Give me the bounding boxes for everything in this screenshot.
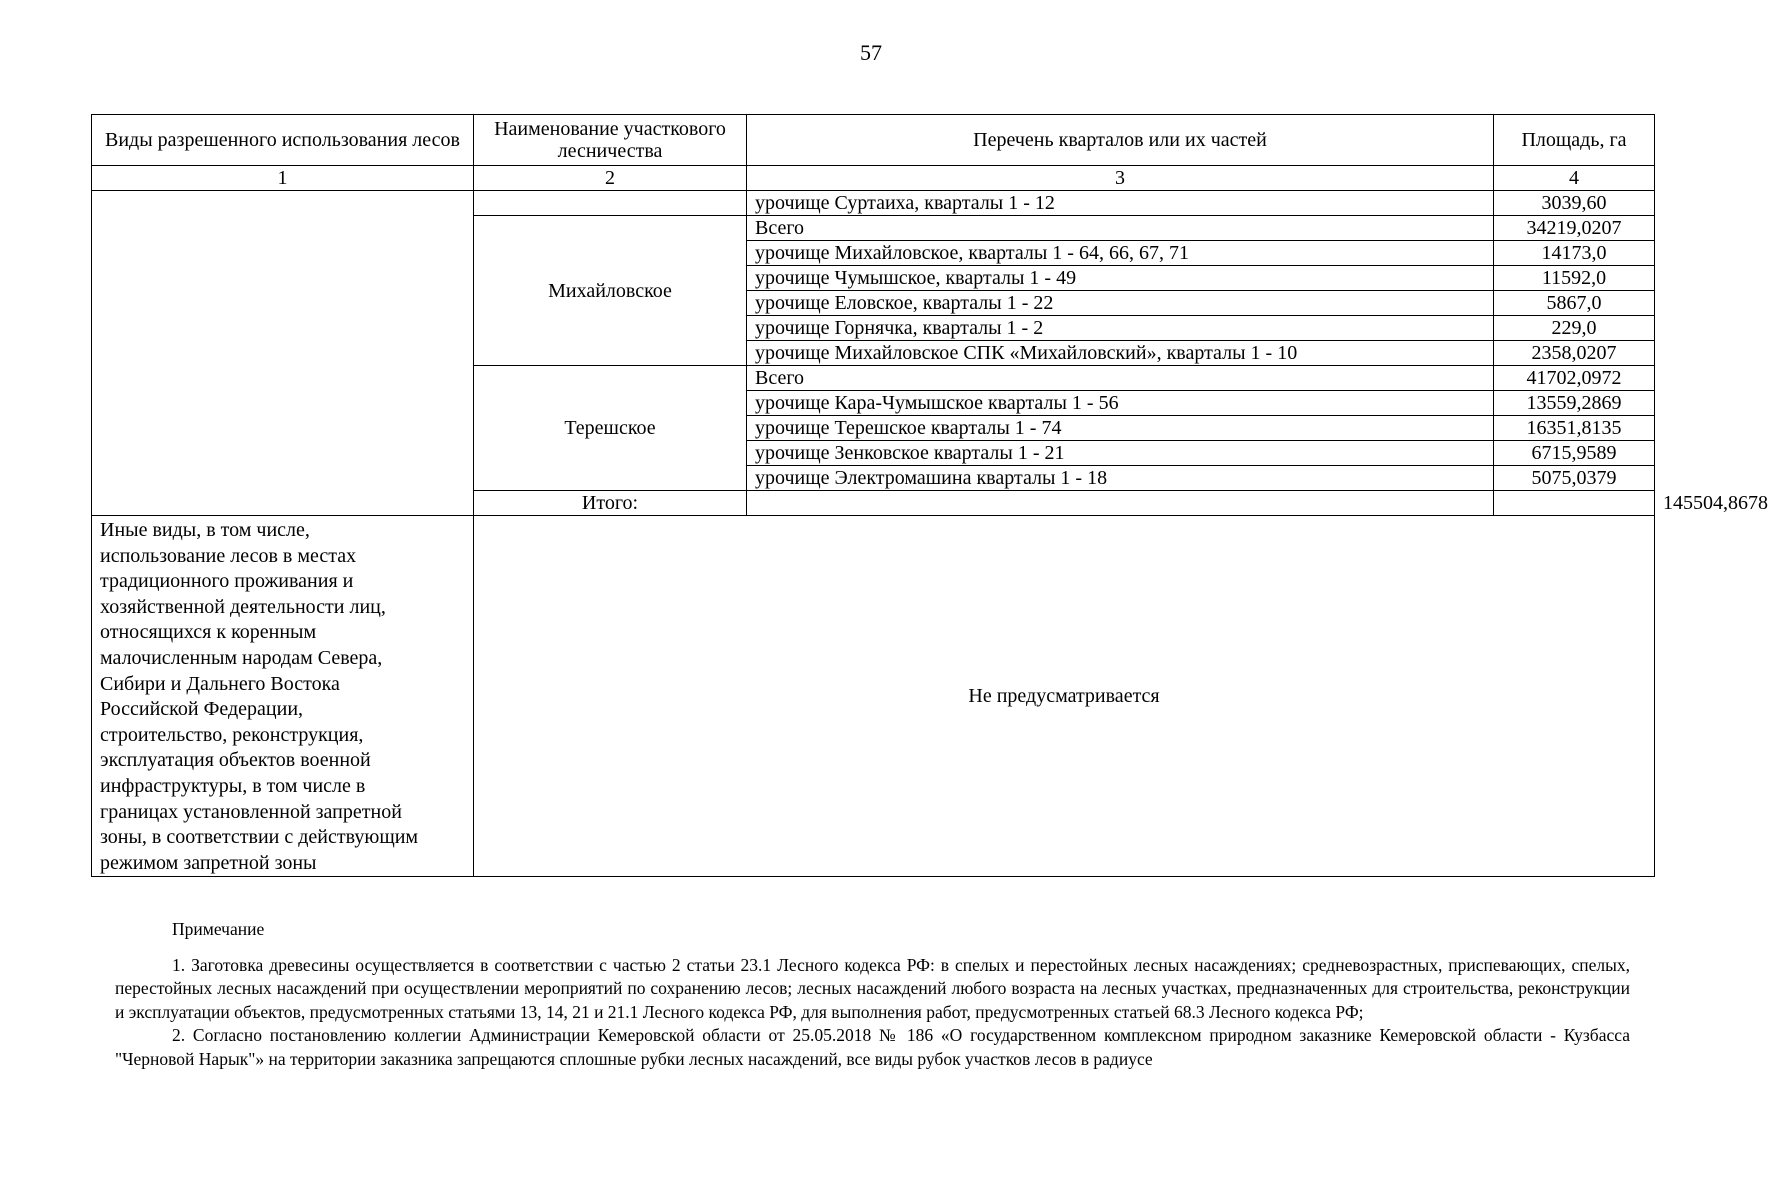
other-uses-line: относящихся к коренным (100, 621, 317, 644)
page-number: 57 (860, 40, 882, 65)
notes-section (115, 918, 1630, 1071)
column-number: 1 (92, 166, 474, 191)
tract-cell: урочище Еловское, кварталы 1 - 22 (747, 291, 1494, 316)
other-uses-line: Иные виды, в том числе, (100, 519, 310, 541)
column-number: 4 (1494, 166, 1655, 191)
notes-title: Примечание (172, 919, 265, 939)
tract-cell: урочище Чумышское, кварталы 1 - 49 (747, 266, 1494, 291)
area-cell: 5075,0379 (1494, 466, 1655, 491)
header-use-type: Виды разрешенного использования лесов (92, 115, 474, 166)
other-uses-row (92, 516, 1655, 877)
total-label: Итого: (474, 491, 747, 516)
area-cell: 2358,0207 (1494, 341, 1655, 366)
area-cell: 16351,8135 (1494, 416, 1655, 441)
total-tract-empty (1494, 491, 1655, 516)
area-cell: 41702,0972 (1494, 366, 1655, 391)
other-uses-line: режимом запретной зоны (100, 851, 317, 874)
other-uses-line: зоны, в соответствии с действующим (100, 826, 419, 849)
district-tereshskoe: Терешское (474, 366, 747, 491)
district-mikhailovskoe: Михайловское (474, 216, 747, 366)
tract-cell: урочище Электромашина кварталы 1 - 18 (747, 466, 1494, 491)
tract-cell: урочище Кара-Чумышское кварталы 1 - 56 (747, 391, 1494, 416)
column-number: 3 (747, 166, 1494, 191)
total-district-empty (747, 491, 1494, 516)
tract-cell: урочище Суртаиха, кварталы 1 - 12 (747, 191, 1494, 216)
tract-cell: Всего (747, 216, 1494, 241)
other-uses-line: границах установленной запретной (100, 800, 402, 823)
other-uses-line: Сибири и Дальнего Востока (100, 672, 340, 695)
other-uses-line: традиционного проживания и (100, 570, 354, 593)
other-uses-line: эксплуатация объектов военной (100, 749, 371, 772)
area-cell: 229,0 (1494, 316, 1655, 341)
area-cell: 6715,9589 (1494, 441, 1655, 466)
other-uses-line: использование лесов в местах (100, 544, 357, 567)
table-header-row (92, 115, 1655, 166)
area-cell: 34219,0207 (1494, 216, 1655, 241)
other-uses-line: Российской Федерации, (100, 698, 304, 721)
area-cell: 5867,0 (1494, 291, 1655, 316)
area-cell: 13559,2869 (1494, 391, 1655, 416)
use-type-cell-empty (92, 191, 474, 516)
other-uses-line: хозяйственной деятельности лиц, (100, 595, 386, 618)
header-quarters: Перечень кварталов или их частей (747, 115, 1494, 166)
note-item: 2. Согласно постановлению коллегии Администрации Кемеровской области от 25.05.2018 № 186 «О государственном комплексном природном заказнике Кемеровской области - Кузбасса "Черновой Нарык"» на территории заказника запрещаются сплошные рубки лесных насаждений, все виды рубок участков лесов в радиусе (115, 1025, 1630, 1069)
tract-cell: урочище Терешское кварталы 1 - 74 (747, 416, 1494, 441)
tract-cell: Всего (747, 366, 1494, 391)
column-number: 2 (474, 166, 747, 191)
area-cell: 3039,60 (1494, 191, 1655, 216)
tract-cell: урочище Горнячка, кварталы 1 - 2 (747, 316, 1494, 341)
area-cell: 11592,0 (1494, 266, 1655, 291)
tract-cell: урочище Зенковское кварталы 1 - 21 (747, 441, 1494, 466)
header-district: Наименование участкового лесничества (474, 115, 747, 166)
other-uses-line: малочисленным народам Севера, (100, 646, 383, 669)
tract-cell: урочище Михайловское, кварталы 1 - 64, 66, 67, 71 (747, 241, 1494, 266)
other-uses-description (92, 516, 474, 877)
other-uses-line: строительство, реконструкция, (100, 723, 364, 746)
not-provided-note: Не предусматривается (474, 516, 1655, 877)
note-item: 1. Заготовка древесины осуществляется в соответствии с частью 2 статьи 23.1 Лесного кодекса РФ: в спелых и перестойных лесных насаждениях; средневозрастных, приспевающих, спелых, перестойных лесных насаждений при осуществлении мероприятий по сохранению лесов; лесных насаждений любого возраста на лесных участках, предназначенных для строительства, реконструкции и эксплуатации объектов, предусмотренных статьями 13, 14, 21 и 21.1 Лесного кодекса РФ, для выполнения работ, предусмотренных статьей 68.3 Лесного кодекса РФ; (115, 954, 1630, 1022)
column-number-row (92, 166, 1655, 191)
header-area: Площадь, га (1494, 115, 1655, 166)
total-row: Итого: 145504,8678 (92, 491, 1655, 516)
forest-use-table (91, 114, 1768, 877)
tract-cell: урочище Михайловское СПК «Михайловский», кварталы 1 - 10 (747, 341, 1494, 366)
other-uses-line: инфраструктуры, в том числе в (100, 774, 366, 797)
table-row (92, 191, 1655, 216)
district-cell-empty (474, 191, 747, 216)
area-cell: 14173,0 (1494, 241, 1655, 266)
